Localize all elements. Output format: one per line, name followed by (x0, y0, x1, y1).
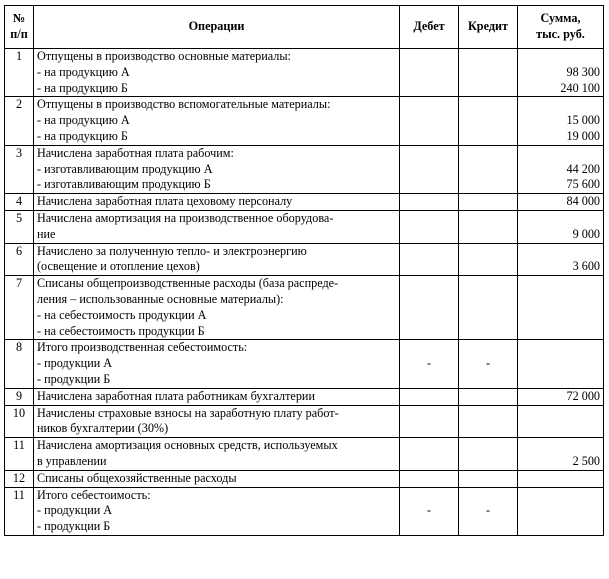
sum-line: 19 000 (566, 128, 600, 143)
credit-cell (459, 388, 518, 405)
debit-cell (400, 388, 459, 405)
sum-line (521, 421, 600, 437)
debit-cell (400, 210, 459, 243)
header-num: № п/п (5, 6, 34, 49)
table-row (5, 97, 604, 145)
sum-line (521, 308, 600, 324)
table-row (5, 487, 604, 535)
sum-cell (518, 405, 604, 438)
debit-cell: - (400, 340, 459, 388)
operation-line: Начислена амортизация основных средств, используемых (37, 438, 338, 453)
row-number: 3 (5, 145, 34, 193)
operations-table (4, 5, 604, 536)
sum-line (521, 406, 600, 422)
table-row (5, 49, 604, 97)
operation-cell (34, 340, 400, 388)
credit-cell: - (459, 487, 518, 535)
operation-line: - продукции Б (37, 371, 111, 386)
sum-line: 240 100 (560, 80, 600, 95)
debit-cell (400, 470, 459, 487)
operation-cell (34, 276, 400, 340)
row-number: 6 (5, 243, 34, 276)
operation-cell (34, 97, 400, 145)
sum-line (521, 49, 600, 65)
operation-line: - на себестоимость продукции А (37, 307, 207, 322)
operation-cell (34, 145, 400, 193)
header-credit: Кредит (459, 6, 518, 49)
operation-line: ления – использованные основные материалы): (37, 291, 284, 306)
sum-cell (518, 145, 604, 193)
operation-line: Начислена заработная плата работникам бухгалтерии (37, 388, 315, 403)
sum-line: 2 500 (572, 453, 600, 468)
operation-cell (34, 470, 400, 487)
sum-line (521, 438, 600, 454)
sum-line: 44 200 (566, 161, 600, 176)
sum-line: 72 000 (566, 388, 600, 403)
table-row (5, 470, 604, 487)
operation-cell (34, 487, 400, 535)
operation-cell (34, 438, 400, 471)
credit-cell (459, 243, 518, 276)
sum-line: 75 600 (566, 177, 600, 192)
operation-line: ние (37, 226, 56, 241)
operation-line: - на продукцию А (37, 113, 130, 128)
credit-cell: - (459, 340, 518, 388)
operation-line: Итого себестоимость: (37, 487, 151, 502)
operation-line: - на продукцию А (37, 64, 130, 79)
sum-line: 3 600 (572, 259, 600, 274)
sum-line: 98 300 (566, 64, 600, 79)
sum-line (521, 503, 600, 519)
credit-cell (459, 276, 518, 340)
row-number: 4 (5, 194, 34, 211)
debit-cell (400, 97, 459, 145)
operation-line: Итого производственная себестоимость: (37, 340, 248, 355)
row-number: 11 (5, 438, 34, 471)
row-number: 2 (5, 97, 34, 145)
credit-cell (459, 145, 518, 193)
operation-line: (освещение и отопление цехов) (37, 259, 200, 274)
sum-line: 9 000 (572, 226, 600, 241)
sum-cell (518, 276, 604, 340)
operation-line: Начислена амортизация на производственное оборудова- (37, 210, 334, 225)
table-row (5, 438, 604, 471)
operation-line: в управлении (37, 453, 107, 468)
table-row (5, 340, 604, 388)
sum-line (521, 244, 600, 260)
sum-cell (518, 470, 604, 487)
operation-line: - продукции А (37, 356, 113, 371)
operation-line: Начислена заработная плата цеховому персоналу (37, 194, 293, 209)
table-row (5, 194, 604, 211)
operation-cell (34, 388, 400, 405)
operation-line: Отпущены в производство вспомогательные материалы: (37, 97, 331, 112)
sum-line (521, 146, 600, 162)
debit-cell (400, 49, 459, 97)
operation-line: - изготавливающим продукцию Б (37, 177, 211, 192)
table-body (5, 49, 604, 536)
credit-cell (459, 194, 518, 211)
sum-cell (518, 97, 604, 145)
credit-cell (459, 405, 518, 438)
table-row (5, 405, 604, 438)
sum-line (521, 356, 600, 372)
sum-line (521, 292, 600, 308)
operation-cell (34, 194, 400, 211)
operation-line: Начислены страховые взносы на заработную плату работ- (37, 405, 339, 420)
sum-line (521, 324, 600, 340)
credit-cell (459, 97, 518, 145)
table-row (5, 210, 604, 243)
operation-cell (34, 405, 400, 438)
credit-cell (459, 210, 518, 243)
table-row (5, 276, 604, 340)
row-number: 12 (5, 470, 34, 487)
row-number: 1 (5, 49, 34, 97)
operation-line: - на продукцию Б (37, 128, 128, 143)
debit-cell (400, 438, 459, 471)
debit-cell (400, 194, 459, 211)
operation-line: Списаны общепроизводственные расходы (база распреде- (37, 276, 339, 291)
sum-line (521, 372, 600, 388)
debit-cell (400, 405, 459, 438)
sum-line (521, 340, 600, 356)
table-row (5, 243, 604, 276)
operation-line: - на себестоимость продукции Б (37, 323, 205, 338)
operation-line: - продукции А (37, 503, 113, 518)
operation-line: Списаны общехозяйственные расходы (37, 470, 237, 485)
header-debit: Дебет (400, 6, 459, 49)
credit-cell (459, 49, 518, 97)
credit-cell (459, 438, 518, 471)
operation-line: - изготавливающим продукцию А (37, 161, 213, 176)
row-number: 8 (5, 340, 34, 388)
sum-cell (518, 210, 604, 243)
sum-cell (518, 49, 604, 97)
row-number: 7 (5, 276, 34, 340)
sum-line (521, 519, 600, 535)
operation-line: Отпущены в производство основные материалы: (37, 49, 291, 63)
operation-cell (34, 210, 400, 243)
sum-cell (518, 487, 604, 535)
row-number: 9 (5, 388, 34, 405)
sum-line (521, 488, 600, 504)
header-sum: Сумма, тыс. руб. (518, 6, 604, 49)
sum-cell (518, 388, 604, 405)
sum-cell (518, 243, 604, 276)
credit-cell (459, 470, 518, 487)
sum-cell (518, 340, 604, 388)
sum-line (521, 97, 600, 113)
operation-line: Начислена заработная плата рабочим: (37, 145, 234, 160)
sum-line (521, 471, 600, 487)
operation-line: Начислено за полученную тепло- и электроэнергию (37, 243, 307, 258)
row-number: 10 (5, 405, 34, 438)
row-number: 5 (5, 210, 34, 243)
sum-line (521, 276, 600, 292)
table-row (5, 388, 604, 405)
sum-cell (518, 438, 604, 471)
sum-line: 15 000 (566, 113, 600, 128)
header-operations: Операции (34, 6, 400, 49)
debit-cell (400, 276, 459, 340)
sum-line: 84 000 (566, 194, 600, 209)
row-number: 11 (5, 487, 34, 535)
header-row (5, 6, 604, 49)
debit-cell (400, 145, 459, 193)
operation-line: - продукции Б (37, 519, 111, 534)
operation-cell (34, 49, 400, 97)
operation-cell (34, 243, 400, 276)
table-row (5, 145, 604, 193)
sum-cell (518, 194, 604, 211)
operation-line: - на продукцию Б (37, 80, 128, 95)
sum-line (521, 211, 600, 227)
debit-cell: - (400, 487, 459, 535)
debit-cell (400, 243, 459, 276)
operation-line: ников бухгалтерии (30%) (37, 421, 169, 436)
